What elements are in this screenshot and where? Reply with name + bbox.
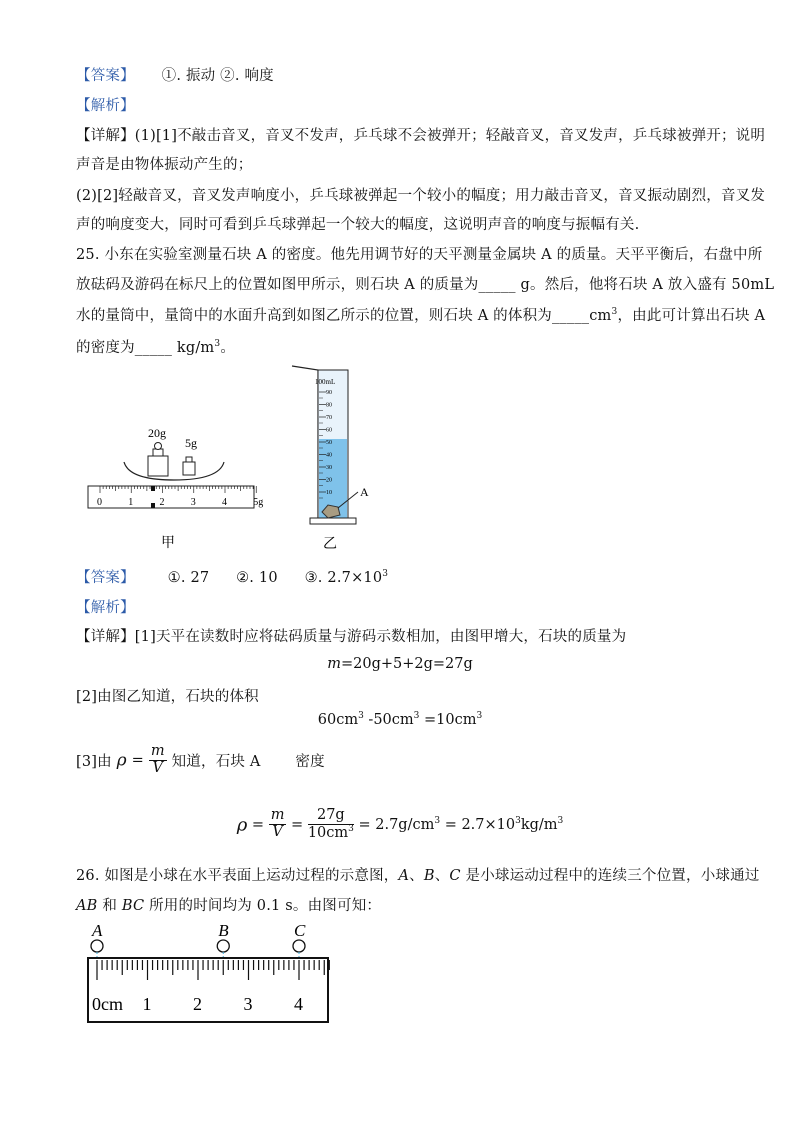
point-label: B: [218, 921, 229, 940]
equation-density: ρ = $\frac{m}{V}$ = $\frac{27g}{10cm^3}$ = $2.7g/cm^3 = 2.7\times 10^3kg/m^3$: [236, 807, 564, 841]
ball: [293, 940, 305, 952]
density-fraction: $\frac{m}{V}$: [150, 743, 165, 776]
cylinder-tick-label: 50: [326, 440, 332, 446]
cylinder-tick-label: 90: [326, 390, 332, 396]
scale-label: 5g: [253, 497, 264, 508]
scale-label: 4: [222, 497, 227, 508]
question-line: 26. 如图是小球在水平表面上运动过程的示意图，A、B、C 是小球运动过程中的连续三个位置，小球通过: [76, 868, 760, 884]
ruler-label: 1: [142, 994, 152, 1014]
cylinder-tick-label: 60: [326, 427, 332, 434]
cylinder-tick-label: 70: [326, 415, 332, 421]
cylinder-tick-label: 80: [326, 402, 332, 409]
equation-volume: $60cm^3$ $-50cm^3 =10cm^3$: [317, 711, 483, 728]
question-line: 放砝码及游码在标尺上的位置如图甲所示，则石块 A 的质量为_____ g。然后，他将石块 A 放入盛有 50mL: [76, 277, 775, 293]
ball: [91, 940, 103, 952]
ruler-figure: [80, 918, 340, 1030]
rider: [151, 486, 155, 491]
scale-label: 2: [159, 497, 165, 508]
cylinder-tick-label: 20: [326, 477, 332, 484]
scale-label: 3: [190, 497, 196, 508]
analysis-tag: 【解析】: [76, 98, 135, 114]
cylinder-top-label: 100mL: [315, 378, 336, 386]
answer-line-q25: 【答案】 ①. 27 ②. 10 ③. $2.7\times 10^3$: [76, 569, 389, 586]
ruler-label: 0cm: [92, 994, 123, 1014]
scale-label: 0: [97, 497, 102, 508]
cylinder-base: [310, 518, 356, 524]
point-label: C: [294, 921, 306, 940]
detail-line: [2]由图乙知道，石块的体积: [76, 689, 259, 705]
point-label: A: [92, 921, 103, 940]
equation-mass: m=20g+5+2g=27g: [327, 656, 473, 672]
answer-line-q24: [76, 64, 274, 85]
weight-5g: [183, 462, 195, 475]
figure-caption-yi: 乙: [323, 537, 337, 552]
detail-line: 声音是由物体振动产生的；: [76, 157, 253, 173]
detail-line: 【详解】[1]天平在读数时应将砝码质量与游码示数相加，由图甲增大，石块的质量为: [76, 629, 627, 645]
balance-pan: [124, 462, 224, 480]
figure-caption-jia: 甲: [161, 536, 175, 551]
detail-line: [3]由 ρ = $\frac{m}{V}$ 知道，石块 A 密度: [76, 743, 325, 776]
answer-tag: 【答案】: [76, 570, 135, 586]
ball: [217, 940, 229, 952]
ruler-label: 4: [294, 994, 303, 1014]
scale-label: 1: [128, 497, 134, 508]
stone-label: A: [360, 485, 369, 499]
weight-20g: [148, 456, 168, 476]
detail-line: 【详解】(1)[1]不敲击音叉，音叉不发声，乒乓球不会被弹开；轻敲音叉，音叉发声，乒乓球被弹开；说明: [76, 128, 766, 144]
weight-5g-label: 5g: [185, 436, 197, 450]
question-line: AB 和 BC 所用的时间均为 0.1 s。由图可知：: [76, 898, 382, 914]
detail-line: (2)[2]轻敲音叉，音叉发声响度小，乒乓球被弹起一个较小的幅度；用力敲击音叉，音叉振动剧烈，音叉发: [76, 188, 766, 204]
cylinder-tick-label: 30: [326, 465, 332, 471]
balance-figure: [84, 420, 264, 555]
cylinder-figure: [288, 362, 378, 557]
analysis-tag: 【解析】: [76, 600, 135, 616]
answer-text: ①. 振动 ②. 响度: [161, 68, 274, 84]
ruler-label: 3: [243, 994, 253, 1014]
rider-scale: [88, 486, 254, 508]
weight-20g-label: 20g: [148, 426, 166, 440]
cylinder-tick-label: 40: [326, 452, 332, 459]
question-line: 的密度为_____ $kg/m^3$。: [76, 339, 236, 356]
question-line: 25. 小东在实验室测量石块 A 的密度。他先用调节好的天平测量金属块 A 的质量。天平平衡后，右盘中所: [76, 247, 763, 263]
ruler-label: 2: [193, 994, 202, 1014]
cylinder-tick-label: 10: [326, 490, 332, 496]
detail-line: 声的响度变大，同时可看到乒乓球弹起一个较大的幅度，这说明声音的响度与振幅有关.: [76, 217, 640, 233]
answer-tag: 【答案】: [76, 68, 135, 84]
question-line: 水的量筒中，量筒中的水面升高到如图乙所示的位置，则石块 A 的体积为$\_\_\_\_\_cm^3$，由此可计算出石块 A: [76, 307, 766, 324]
